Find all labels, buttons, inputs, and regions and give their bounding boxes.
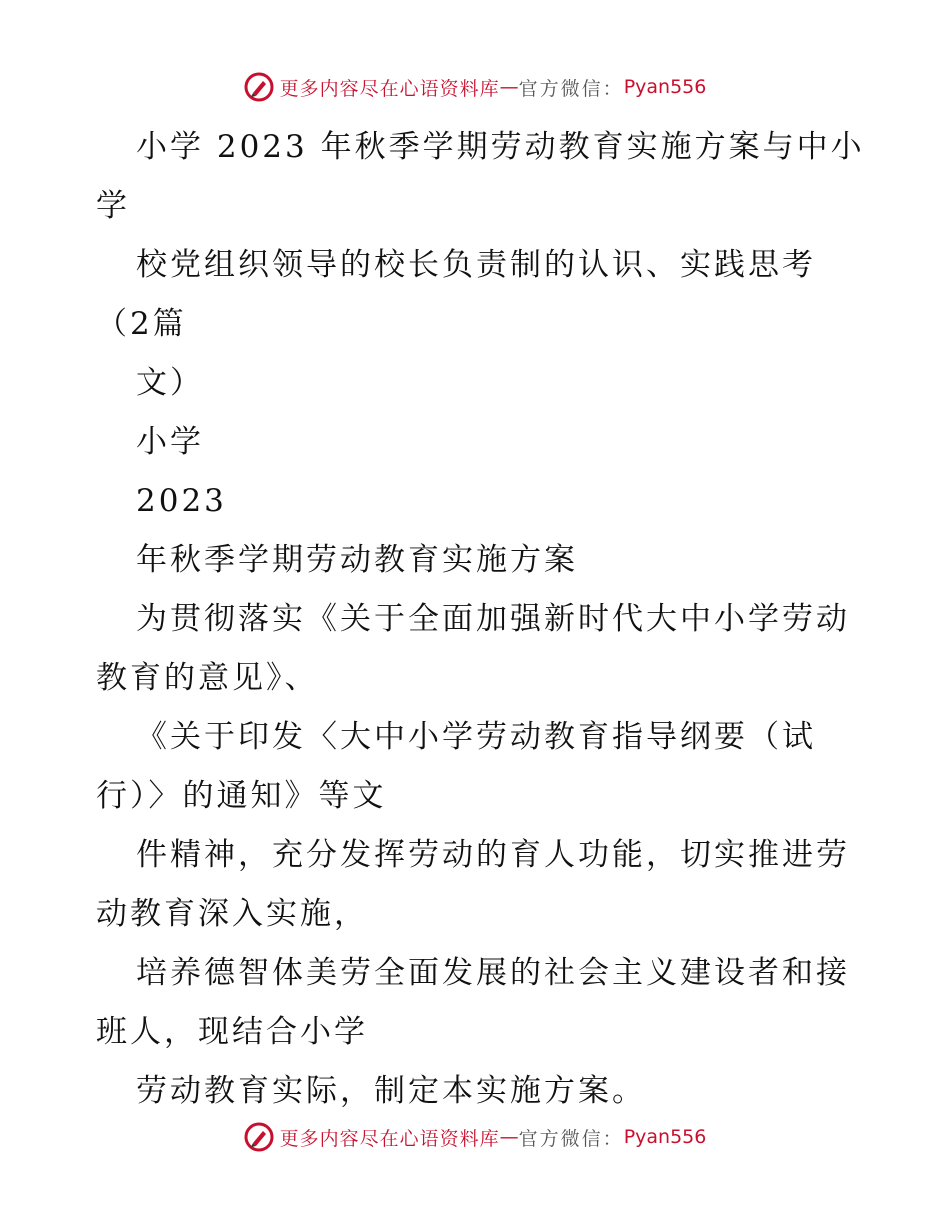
doc-line: 2023	[136, 483, 227, 519]
pen-logo-icon	[244, 72, 274, 102]
watermark-wechat-id: Pyan556	[623, 76, 707, 98]
watermark-wechat-id: Pyan556	[623, 1126, 707, 1148]
doc-line: 劳动教育实际，制定本实施方案。	[136, 1073, 646, 1109]
doc-line: 行）〉的通知》等文	[96, 778, 387, 814]
doc-line: 文）	[136, 365, 204, 401]
watermark-sub-text: 官方微信：	[518, 77, 624, 100]
watermark-main-text: 更多内容尽在心语资料库	[279, 77, 500, 100]
watermark-dash: —	[499, 1126, 519, 1148]
watermark-sub-text: 官方微信：	[518, 1127, 624, 1150]
pen-logo-icon	[244, 1122, 274, 1152]
document-body	[96, 118, 865, 1121]
doc-line: 校党组织领导的校长负责制的认识、实践思考	[136, 247, 816, 283]
doc-line: （2篇	[96, 306, 187, 342]
doc-line: 教育的意见》、	[96, 660, 319, 696]
doc-line: 学	[96, 188, 130, 224]
watermark-header	[0, 72, 950, 102]
doc-line: 件精神，充分发挥劳动的育人功能，切实推进劳	[136, 837, 850, 873]
doc-line: 小学 2023 年秋季学期劳动教育实施方案与中小	[136, 129, 865, 165]
doc-line: 动教育深入实施，	[96, 896, 368, 932]
doc-line: 年秋季学期劳动教育实施方案	[136, 542, 578, 578]
doc-line: 班人，现结合小学	[96, 1014, 368, 1050]
doc-line: 小学	[136, 424, 204, 460]
doc-line: 为贯彻落实《关于全面加强新时代大中小学劳动	[136, 601, 850, 637]
watermark-dash: —	[499, 76, 519, 98]
watermark-footer	[0, 1122, 950, 1152]
watermark-main-text: 更多内容尽在心语资料库	[279, 1127, 500, 1150]
doc-line: 培养德智体美劳全面发展的社会主义建设者和接	[136, 955, 850, 991]
doc-line: 《关于印发〈大中小学劳动教育指导纲要（试	[136, 719, 816, 755]
